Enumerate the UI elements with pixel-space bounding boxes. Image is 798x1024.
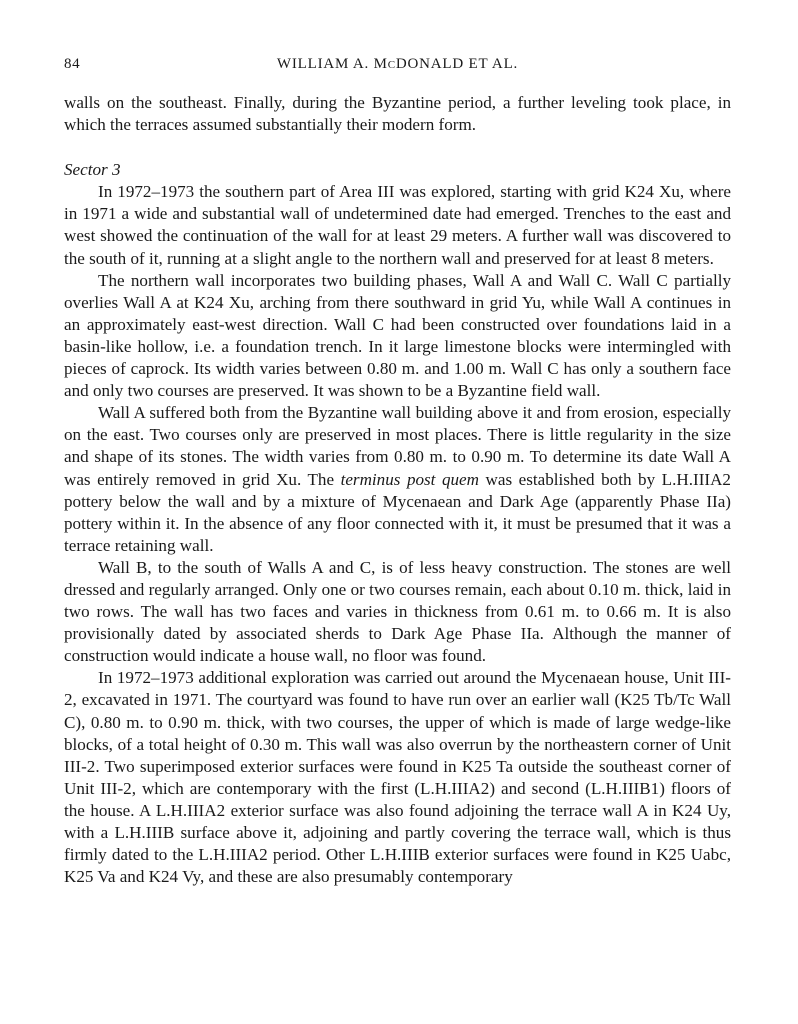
running-title: WILLIAM A. McDONALD ET AL.	[276, 56, 519, 72]
page	[64, 52, 731, 888]
paragraph-wall-b: Wall B, to the south of Walls A and C, is of less heavy construction. The stones are well dressed and regularly arranged. Only one or two courses remain, each about 0.10 m. thick, laid in two rows. The wall has two faces and varies in thickness from 0.61 m. to 0.66 m. It is also provisionally dated by associated sherds to Dark Age Phase IIa. Although the manner of construction would indicate a house wall, no floor was found.	[64, 557, 731, 666]
wall-a-text-start: Wall A suffered both from the Byzantine wall building above it and from erosion, especially on the east. Two courses only are preserved in most places. There is little regularity in the size and shape of its stones. The width varies from 0.80 m. to 0.90 m. To determine its date Wall A was entirely removed in grid Xu. The	[64, 403, 731, 489]
running-head	[64, 52, 731, 82]
section-heading: Sector 3	[64, 160, 121, 180]
paragraph-area-iii-exploration: In 1972–1973 the southern part of Area III was explored, starting with grid K24 Xu, where in 1971 a wide and substantial wall of undetermined date had emerged. Trenches to the east and west showed the continuation of the wall for at least 29 meters. A further wall was discovered to the south of it, running at a slight angle to the northern wall and preserved for at least 8 meters.	[64, 182, 731, 268]
page-number: 84	[64, 56, 81, 72]
wall-a-text-end: was established both by L.H.IIIA2 pottery below the wall and by a mixture of Mycenaean and Dark Age (apparently Phase IIa) pottery within it. In the absence of any floor connected with it, it must be presumed that it was a terrace retaining wall.	[64, 469, 731, 555]
paragraph-northern-wall: The northern wall incorporates two building phases, Wall A and Wall C. Wall C partially overlies Wall A at K24 Xu, arching from there southward in grid Yu, while Wall A continues in an approximately east-west direction. Wall C had been constructed over foundations laid in a basin-like hollow, i.e. a foundation trench. In it large limestone blocks were intermingled with pieces of caprock. Its width varies between 0.80 m. and 1.00 m. Wall C has only a southern face and only two courses are preserved. It was shown to be a Byzantine field wall.	[64, 270, 731, 401]
paragraph-continuation: walls on the southeast. Finally, during the Byzantine period, a further leveling took place, in which the terraces assumed substantially their modern form.	[64, 93, 731, 135]
paragraph-mycenaean-house: In 1972–1973 additional exploration was carried out around the Mycenaean house, Unit III-2, excavated in 1971. The courtyard was found to have run over an earlier wall (K25 Tb/Tc Wall C), 0.80 m. to 0.90 m. thick, with two courses, the upper of which is made of large wedge-like blocks, of a total height of 0.30 m. This wall was also overrun by the northeastern corner of Unit III-2. Two superimposed exterior surfaces were found in K25 Ta outside the southeast corner of Unit III-2, which are contemporary with the first (L.H.IIIA2) and second (L.H.IIIB1) floors of the house. A L.H.IIIA2 exterior surface was also found adjoining the terrace wall A in K24 Uy, with a L.H.IIIB surface above it, adjoining and partly covering the terrace wall, which is thus firmly dated to the L.H.IIIA2 period. Other L.H.IIIB exterior surfaces were found in K25 Uabc, K25 Va and K24 Vy, and these are also presumably contemporary	[64, 668, 731, 887]
body-text	[64, 92, 731, 888]
paragraph-wall-a	[64, 402, 731, 557]
terminus-post-quem: terminus post quem	[340, 469, 479, 489]
